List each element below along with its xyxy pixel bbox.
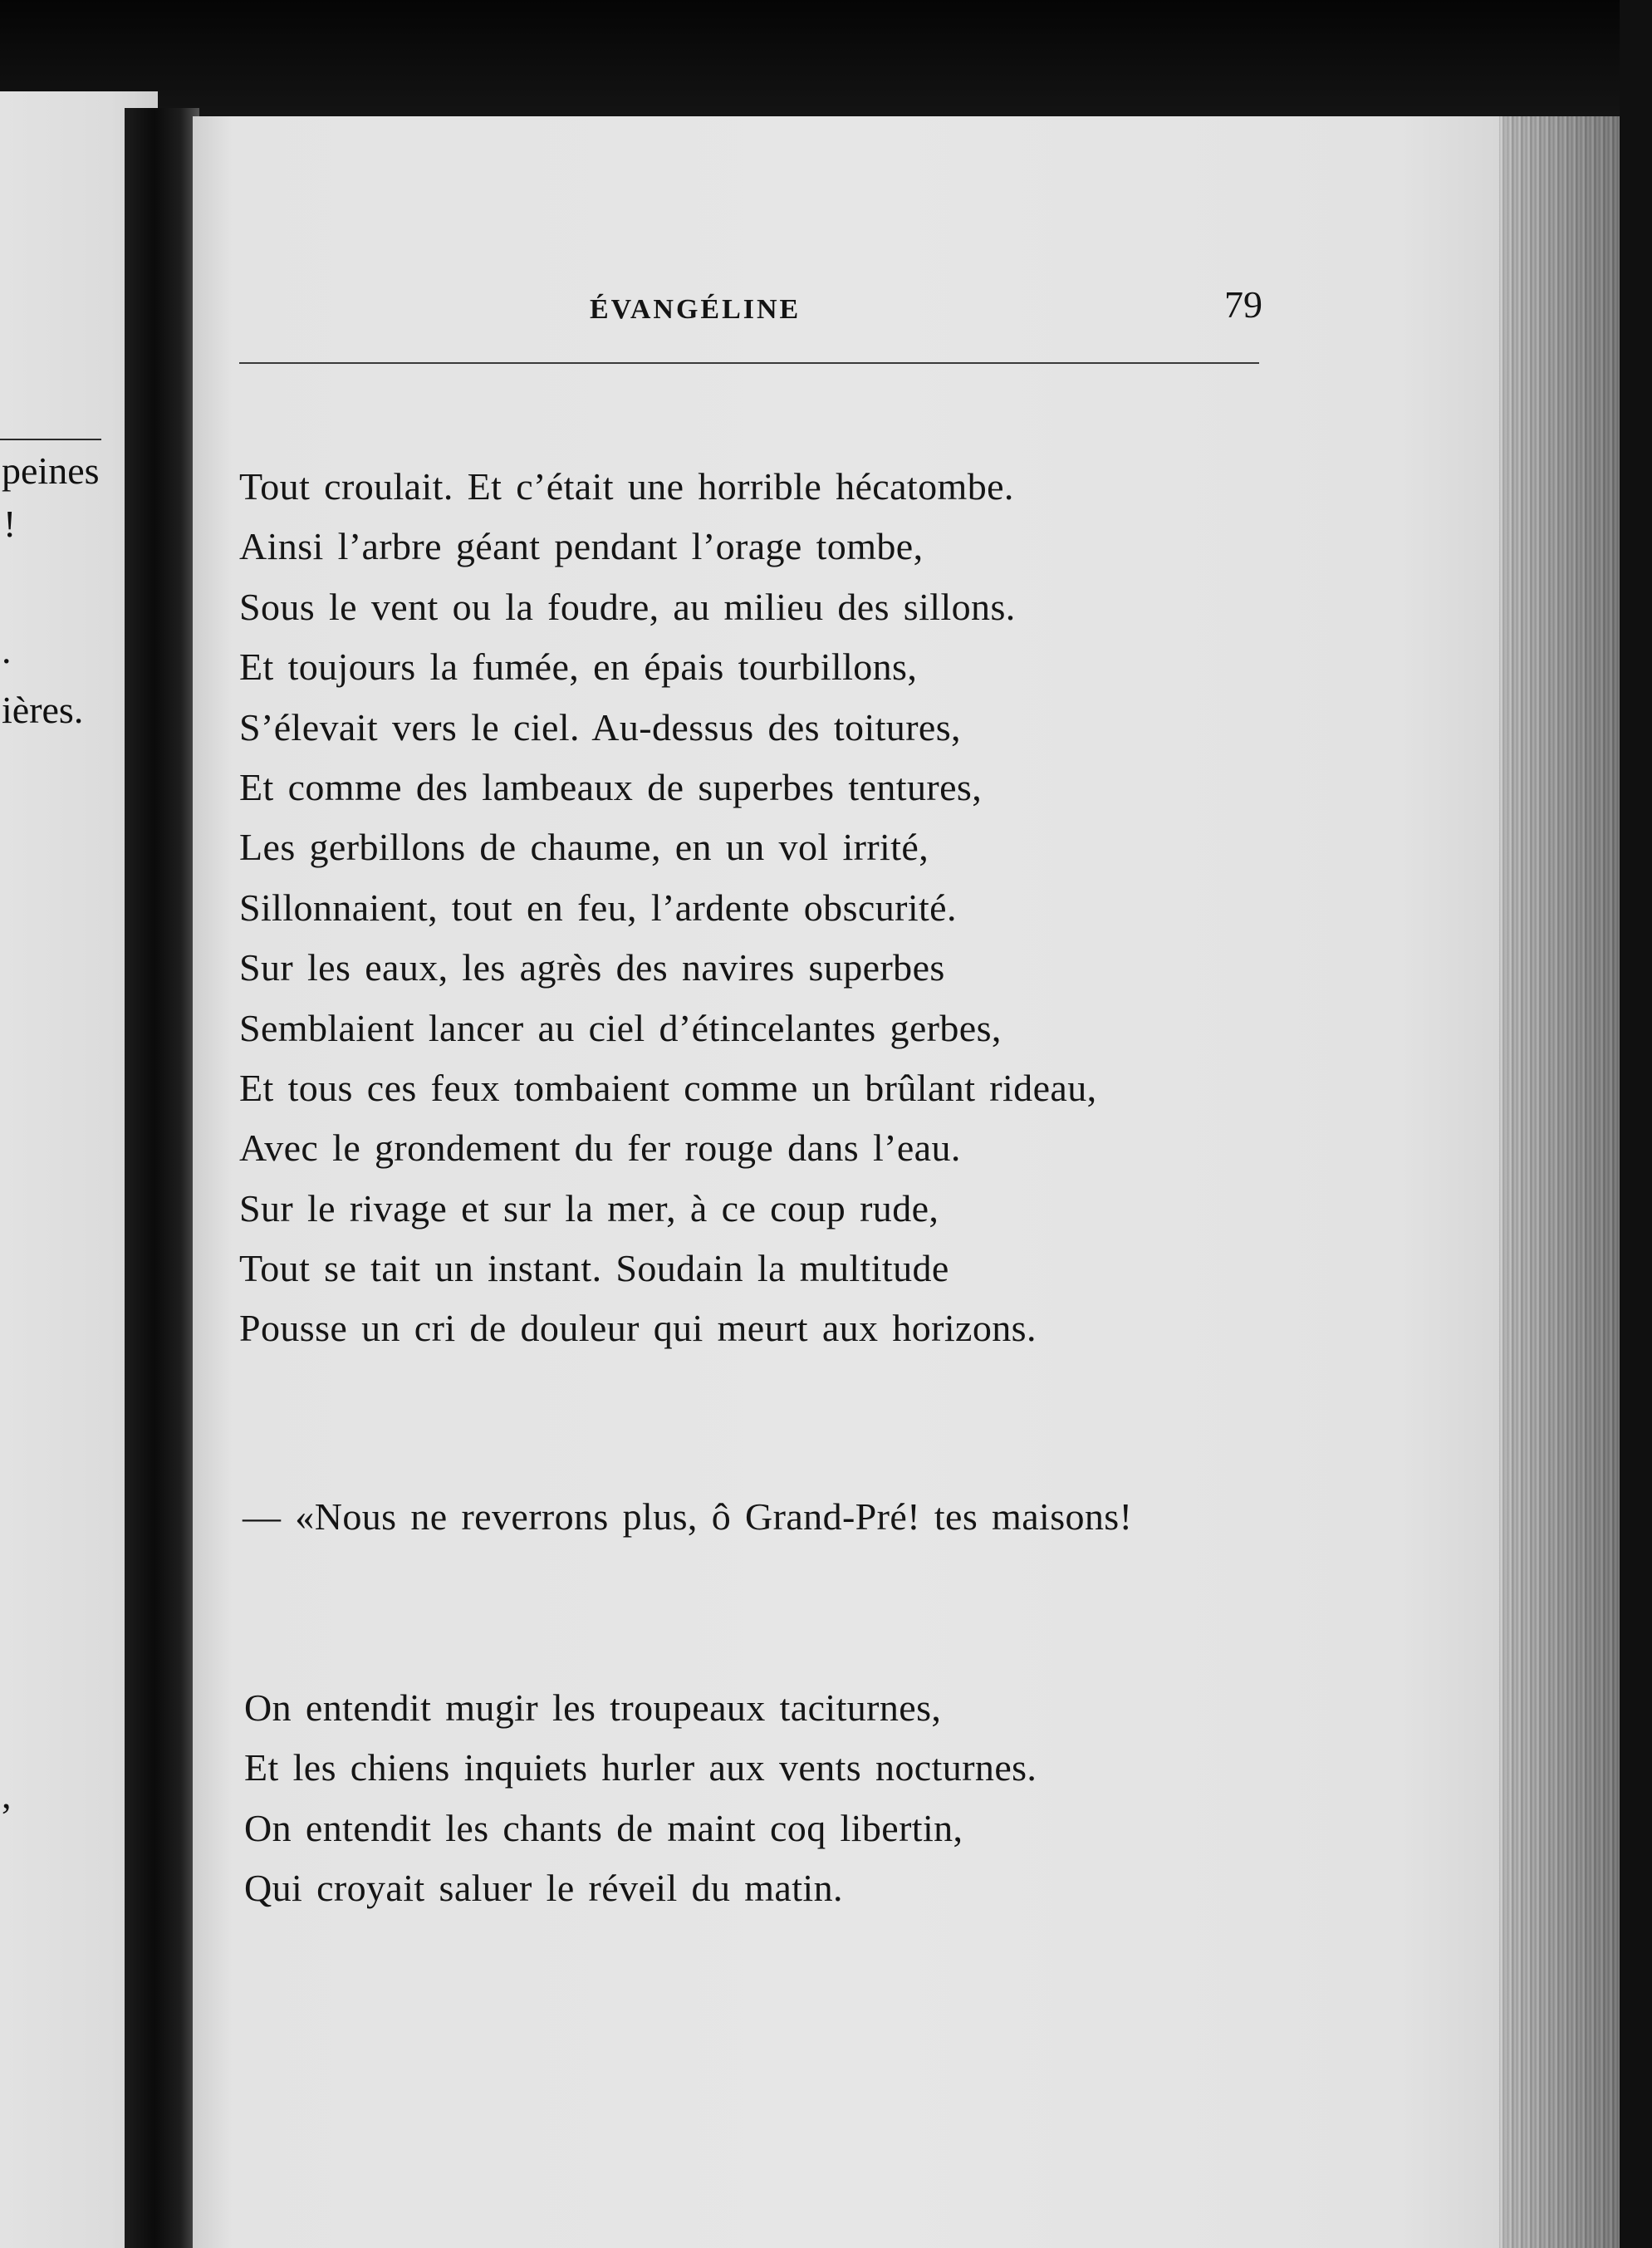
- verse-line: Tout se tait un instant. Soudain la multitude: [239, 1247, 949, 1290]
- verse-line: Et les chiens inquiets hurler aux vents nocturnes.: [244, 1746, 1037, 1789]
- verse-line: Les gerbillons de chaume, en un vol irrité,: [239, 826, 929, 869]
- stanza-3: [244, 1678, 1324, 1919]
- left-page-fragment: peines: [2, 449, 100, 492]
- left-page-rule: [0, 439, 101, 440]
- stanza-2: [243, 1487, 1322, 1547]
- running-title: ÉVANGÉLINE: [590, 294, 801, 325]
- scan-background-top: [0, 0, 1652, 125]
- verse-line: Pousse un cri de douleur qui meurt aux horizons.: [239, 1307, 1037, 1350]
- verse-line: Sur le rivage et sur la mer, à ce coup rude,: [239, 1186, 939, 1230]
- verse-line: Sous le vent ou la foudre, au milieu des sillons.: [239, 585, 1016, 628]
- verse-line: S’élevait vers le ciel. Au-dessus des toitures,: [239, 705, 961, 749]
- verse-line: Sur les eaux, les agrès des navires superbes: [239, 946, 945, 989]
- page-number: 79: [1224, 283, 1262, 326]
- verse-line: Ainsi l’arbre géant pendant l’orage tombe,: [239, 525, 924, 568]
- verse-line: Et tous ces feux tombaient comme un brûlant rideau,: [239, 1066, 1097, 1109]
- verse-line: Semblaient lancer au ciel d’étincelantes gerbes,: [239, 1006, 1002, 1049]
- left-page-fragment: .: [2, 629, 12, 671]
- verse-line: On entendit les chants de maint coq libertin,: [244, 1806, 963, 1849]
- verse-line: Et comme des lambeaux de superbes tentures,: [239, 765, 983, 808]
- stanza-1: [239, 457, 1319, 1359]
- book-gutter-shadow: [125, 108, 199, 2248]
- verse-line: Sillonnaient, tout en feu, l’ardente obscurité.: [239, 886, 957, 929]
- verse-line: Et toujours la fumée, en épais tourbillons,: [239, 645, 918, 689]
- verse-line: Avec le grondement du fer rouge dans l’eau.: [239, 1126, 961, 1170]
- left-page-fragment: ,: [2, 1774, 12, 1816]
- left-page-fragment: ières.: [2, 689, 84, 731]
- verse-line: Qui croyait saluer le réveil du matin.: [244, 1867, 843, 1910]
- running-head: [233, 282, 1262, 332]
- scan-background-right: [1620, 0, 1652, 2248]
- left-page-fragment: !: [3, 503, 17, 545]
- verse-line: On entendit mugir les troupeaux taciturnes,: [244, 1686, 942, 1729]
- header-rule: [239, 362, 1259, 364]
- verse-line: Tout croulait. Et c’était une horrible hécatombe.: [239, 465, 1014, 508]
- verse-line: — «Nous ne reverrons plus, ô Grand-Pré! tes maisons!: [243, 1495, 1133, 1538]
